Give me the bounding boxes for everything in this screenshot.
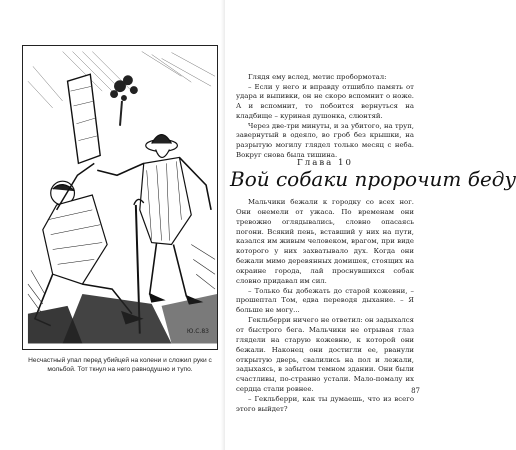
artist-signature: Ю.С.83 (186, 328, 209, 335)
illustration (22, 45, 218, 350)
paragraph: – Гекльберри, как ты думаешь, что из всего этого выйдет? (236, 394, 414, 413)
chapter-label: Глава 10 (297, 158, 353, 168)
page-number: 87 (411, 387, 420, 395)
paragraph: Гекльберри ничего не ответил: он задыхался от быстрого бега. Мальчики не отрывая глаз глядели на старую кожевню, к которой они бежали. Наконец они достигли ее, рванули открытую дверь, свалились на пол и лежали, задыхаясь, в забытом темном здании. Они были счастливы, по-странно устали. Мало-помалу их сердца стали ровнее. (236, 316, 414, 394)
text-block-bottom (236, 198, 414, 415)
text-block-top (236, 73, 414, 160)
chapter-title: Вой собаки пророчит беду (230, 167, 516, 191)
left-page (0, 0, 225, 450)
illustration-drawing (23, 46, 217, 349)
paragraph: Через две-три минуты, и за убитого, на труп, завернутый в одеяло, во гроб без крышки, на разрытую могилу глядел только месяц с неба. Вокруг снова была тишина. (236, 121, 414, 159)
paragraph: Глядя ему вслед, метис пробормотал: (248, 73, 387, 81)
paragraph: – Если у него и вправду отшибло память от удара и выпивки, он не скоро вспомнит о ноже. А и вспомнит, то побоится вернуться на кладбище – куриная душонка, слюнтяй. (236, 82, 414, 120)
illustration-caption: Несчастный упал перед убийцей на колени и сложил руки с мольбой. Тот ткнул на него равнодушно и тупо. (28, 357, 212, 373)
paragraph: – Только бы добежать до старой кожевни, – прошептал Том, едва переводя дыхание. – Я больше не могу... (236, 286, 414, 315)
paragraph: Мальчики бежали к городку со всех ног. Они онемели от ужаса. По временам они тревожно оглядывались, словно опасаясь погони. Всякий пень, вставший у них на пути, казался им живым человеком, врагом, при виде которого у них захватывало дух. Когда они бежали мимо деревянных домишек, стоящих на окраине города, лай проснувшихся собак словно придавал им сил. (236, 198, 414, 285)
